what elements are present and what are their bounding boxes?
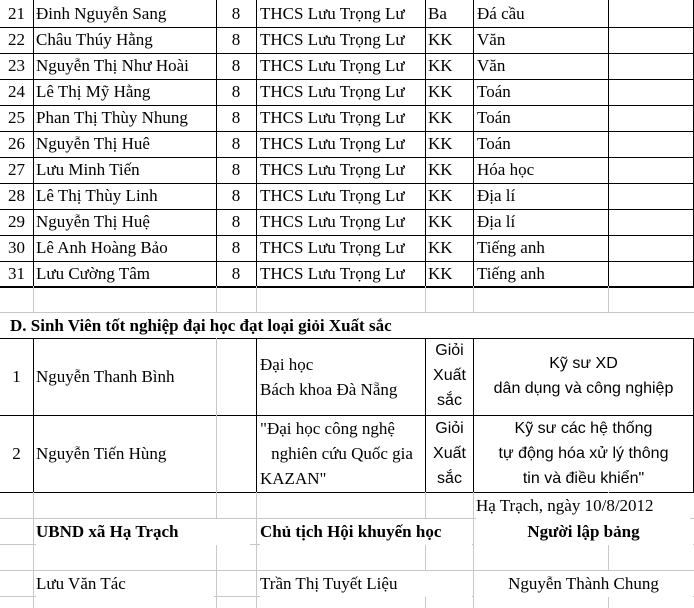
student-prize: KK: [428, 134, 453, 153]
student-grade: 8: [231, 238, 241, 257]
gridline: [216, 338, 217, 492]
section-d-title: D. Sinh Viên tốt nghiệp đại học đạt loại giỏi Xuất sắc: [10, 316, 392, 335]
gridline: [256, 286, 257, 312]
col-border: [33, 338, 34, 492]
table-bottom-border: [0, 286, 694, 287]
gridline: [216, 286, 217, 312]
grad-rank-line: Xuất: [433, 445, 466, 462]
student-no: 27: [8, 160, 25, 179]
grad-degree-line: tin và điều khiển": [522, 470, 645, 487]
grad-rank-line: Giỏi: [435, 420, 464, 437]
student-grade: 8: [231, 108, 241, 127]
student-prize: KK: [428, 56, 453, 75]
col-border: [425, 0, 426, 288]
right-signatory-title: Người lập bảng: [474, 519, 693, 545]
student-no: 31: [8, 264, 25, 283]
left-signatory-title: UBND xã Hạ Trạch: [36, 519, 250, 545]
student-grade: 8: [231, 186, 241, 205]
student-school: THCS Lưu Trọng Lư: [260, 134, 405, 153]
student-grade: 8: [231, 134, 241, 153]
gridline: [608, 286, 609, 312]
gridline: [425, 286, 426, 312]
grad-no: 1: [12, 367, 21, 386]
grad-name: Nguyễn Thanh Bình: [36, 367, 175, 386]
student-school: THCS Lưu Trọng Lư: [260, 212, 405, 231]
student-name: Lưu Minh Tiến: [36, 160, 140, 179]
student-prize: KK: [428, 186, 453, 205]
student-school: THCS Lưu Trọng Lư: [260, 108, 405, 127]
student-subject: Toán: [477, 82, 511, 101]
student-no: 29: [8, 212, 25, 231]
grad-rank-line: Giỏi: [435, 342, 464, 359]
student-grade: 8: [231, 212, 241, 231]
student-subject: Địa lí: [477, 186, 516, 205]
student-subject: Đá cầu: [477, 4, 525, 23]
student-no: 21: [8, 4, 25, 23]
student-no: 23: [8, 56, 25, 75]
student-name: Đinh Nguyễn Sang: [36, 4, 167, 23]
col-border: [608, 0, 609, 288]
grad-rank-line: Xuất: [433, 367, 466, 384]
student-grade: 8: [231, 30, 241, 49]
grad-degree-line: Kỹ sư XD: [549, 355, 618, 372]
student-name: Nguyễn Thị Huê: [36, 134, 150, 153]
student-name: Lê Thị Mỹ Hằng: [36, 82, 151, 101]
student-subject: Văn: [477, 56, 506, 75]
student-prize: KK: [428, 238, 453, 257]
student-prize: KK: [428, 212, 453, 231]
student-grade: 8: [231, 4, 241, 23]
student-subject: Văn: [477, 30, 506, 49]
section-d-top-border: [0, 338, 694, 339]
gridline: [256, 492, 257, 608]
grad-school-line: nghiên cứu Quốc gia: [271, 444, 413, 463]
grad-school-line: Đại học: [260, 355, 314, 374]
student-school: THCS Lưu Trọng Lư: [260, 186, 405, 205]
student-grade: 8: [231, 82, 241, 101]
right-signatory-name: Nguyễn Thành Chung: [474, 571, 693, 597]
student-subject: Toán: [477, 134, 511, 153]
gridline: [33, 286, 34, 312]
student-grade: 8: [231, 160, 241, 179]
student-name: Phan Thị Thùy Nhung: [36, 108, 188, 127]
gridline: [473, 286, 474, 312]
grad-degree-line: dân dụng và công nghiệp: [493, 380, 674, 397]
student-name: Nguyễn Thị Như Hoài: [36, 56, 189, 75]
grad-degree-line: Kỹ sư các hệ thống: [514, 420, 653, 437]
student-school: THCS Lưu Trọng Lư: [260, 30, 405, 49]
student-school: THCS Lưu Trọng Lư: [260, 56, 405, 75]
student-prize: KK: [428, 160, 453, 179]
student-prize: Ba: [428, 4, 447, 23]
student-no: 30: [8, 238, 25, 257]
grad-no: 2: [12, 444, 21, 463]
student-name: Châu Thúy Hằng: [36, 30, 153, 49]
student-prize: KK: [428, 264, 453, 283]
mid-signatory-title: Chủ tịch Hội khuyến học: [260, 519, 472, 545]
student-no: 28: [8, 186, 25, 205]
grad-rank-line: sắc: [437, 470, 462, 487]
student-subject: Hóa học: [477, 160, 535, 179]
student-prize: KK: [428, 30, 453, 49]
grad-school-line: Bách khoa Đà Nẵng: [260, 380, 398, 399]
student-school: THCS Lưu Trọng Lư: [260, 82, 405, 101]
student-name: Lưu Cường Tâm: [36, 264, 150, 283]
grad-school-line: "Đại học công nghệ: [260, 419, 395, 438]
student-school: THCS Lưu Trọng Lư: [260, 238, 405, 257]
grad-rank-line: sắc: [437, 392, 462, 409]
student-school: THCS Lưu Trọng Lư: [260, 4, 405, 23]
gridline: [33, 492, 34, 608]
student-subject: Toán: [477, 108, 511, 127]
student-grade: 8: [231, 56, 241, 75]
student-grade: 8: [231, 264, 241, 283]
student-school: THCS Lưu Trọng Lư: [260, 264, 405, 283]
student-subject: Tiếng anh: [477, 238, 545, 257]
col-border: [473, 0, 474, 288]
left-signatory-name: Lưu Văn Tác: [36, 571, 214, 597]
grad-name: Nguyễn Tiến Hùng: [36, 444, 167, 463]
mid-signatory-name: Trần Thị Tuyết Liệu: [260, 571, 472, 597]
place-date: Hạ Trạch, ngày 10/8/2012: [476, 493, 690, 519]
student-prize: KK: [428, 108, 453, 127]
student-name: Nguyễn Thị Huệ: [36, 212, 150, 231]
student-school: THCS Lưu Trọng Lư: [260, 160, 405, 179]
student-no: 25: [8, 108, 25, 127]
student-no: 26: [8, 134, 25, 153]
grad-degree-line: tự động hóa xử lý thông: [498, 445, 669, 462]
col-border: [256, 0, 257, 288]
student-no: 22: [8, 30, 25, 49]
student-subject: Địa lí: [477, 212, 516, 231]
student-name: Lê Thị Thùy Linh: [36, 186, 158, 205]
col-border: [256, 338, 257, 492]
student-name: Lê Anh Hoàng Bảo: [36, 238, 168, 257]
student-prize: KK: [428, 82, 453, 101]
col-border: [33, 0, 34, 288]
row-border: [0, 287, 694, 288]
grad-school-line: KAZAN": [260, 469, 327, 488]
gridline: [216, 492, 217, 608]
student-no: 24: [8, 82, 25, 101]
student-subject: Tiếng anh: [477, 264, 545, 283]
